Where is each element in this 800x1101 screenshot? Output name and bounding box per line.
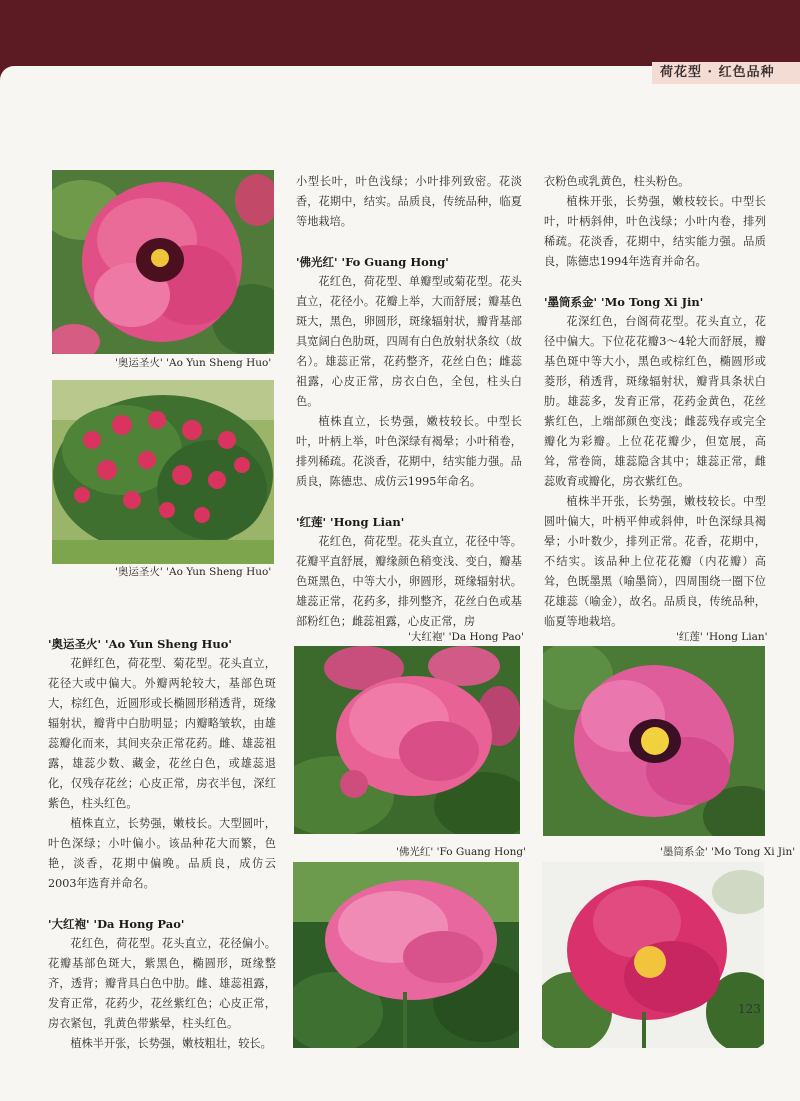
variety-description: 植株半开张，长势强，嫩枝粗壮，较长。	[70, 1037, 272, 1050]
photo-caption: '奥运圣火' 'Ao Yun Sheng Huo'	[115, 566, 272, 578]
variety-description: 植株开张，长势强，嫩枝较长。中型长叶，叶柄斜伸，叶色浅绿；小叶内卷，排列稀疏。花淡香，花期中，结实能力强。品质良，陈德忠1994年选育并命名。	[544, 195, 766, 268]
peony-photo-hong-lian	[543, 646, 765, 836]
variety-title-ao-yun-sheng-huo: '奥运圣火' 'Ao Yun Sheng Huo'	[48, 637, 232, 651]
peony-photo-ao-yun-sheng-huo-closeup	[52, 170, 274, 354]
variety-description: 衣粉色或乳黄色，柱头粉色。	[544, 175, 690, 188]
variety-description: 花红色，荷花型。花头直立，花径中等。花瓣平直舒展，瓣缘颜色稍变浅、变白，瓣基色斑黑色，中等大小，卵圆形，斑缘辐射状。雄蕊正常，花药多，排列整齐，花丝白色或基部粉红色；雌蕊祖露，心皮正常，房	[296, 535, 522, 628]
variety-description: 植株半开张，长势强，嫩枝较长。中型圆叶偏大，叶柄平伸或斜伸，叶色深绿具褐晕；小叶数少，排列正常。花香，花期中，不结实。该品种上位花花瓣（内花瓣）高耸，色既墨黑（喻墨筒），四周围绕一圈下位花雄蕊（喻金），故名。品质良，传统品种，临夏等地栽培。	[544, 495, 766, 628]
photo-caption: '佛光红' 'Fo Guang Hong'	[396, 846, 526, 858]
variety-title-hong-lian: '红莲' 'Hong Lian'	[296, 515, 405, 529]
variety-description: 花鲜红色，荷花型、菊花型。花头直立，花径大或中偏大。外瓣两轮较大，基部色斑大，棕红色，近圆形或长椭圆形稍透背，斑缘辐射状，瓣背中白肋明显；内瓣略皱软，由雄蕊瓣化而来，其间夹杂正常花药。雌、雄蕊祖露，雄蕊少数、藏金，花丝白色，或雄蕊退化，仅残存花丝；心皮正常，房衣半包，深红紫色，柱头红色。	[48, 657, 276, 810]
text-column-middle	[296, 172, 522, 632]
text-column-left	[48, 634, 276, 1054]
peony-photo-da-hong-pao	[294, 646, 520, 834]
photo-caption: '大红袍' 'Da Hong Pao'	[408, 631, 524, 643]
variety-description: 花深红色，台阁荷花型。花头直立，花径中偏大。下位花花瓣3～4轮大而舒展，瓣基色斑中等大小，黑色或棕红色，椭圆形或菱形，稍透背，斑缘辐射状，瓣背具条状白肋。雄蕊多，发育正常，花药金黄色，花丝紫红色，上端部颜色变浅；雌蕊残存或完全瓣化为彩瓣。上位花花瓣少，但宽展，高耸，常卷筒，雄蕊隐含其中；雄蕊正常，雌蕊败育或瓣化，房衣紫红色。	[544, 315, 766, 488]
variety-description: 植株直立，长势强，嫩枝较长。中型长叶，叶柄上举，叶色深绿有褐晕；小叶稍卷，排列稀疏。花淡香，花期中，结实能力强。品质良，陈德忠、成仿云1995年命名。	[296, 415, 522, 488]
variety-description: 小型长叶，叶色浅绿；小叶排列致密。花淡香，花期中，结实。品质良，传统品种，临夏等地栽培。	[296, 175, 522, 228]
variety-description: 花红色，荷花型、单瓣型或菊花型。花头直立，花径小。花瓣上举，大而舒展；瓣基色斑大，黑色，卵圆形，斑缘辐射状，瓣背基部具宽阔白色肋斑，四周有白色放射状条纹（故名）。雄蕊正常，花药整齐，花丝白色；雌蕊祖露，心皮正常，房衣白色，全包，柱头白色。	[296, 275, 522, 408]
peony-photo-mo-tong-xi-jin	[542, 862, 764, 1048]
variety-title-mo-tong-xi-jin: '墨筒系金' 'Mo Tong Xi Jin'	[544, 295, 704, 309]
peony-photo-fo-guang-hong	[293, 862, 519, 1048]
variety-description: 花红色，荷花型。花头直立，花径偏小。花瓣基部色斑大，紫黑色，椭圆形，斑缘整齐，透背；瓣背具白色中肋。雌、雄蕊祖露，发育正常，花药少，花丝紫红色；心皮正常，房衣紧包，乳黄色带紫晕，柱头红色。	[48, 937, 276, 1030]
photo-caption: '红莲' 'Hong Lian'	[676, 631, 768, 643]
variety-description: 植株直立，长势强，嫩枝长。大型圆叶，叶色深绿；小叶偏小。该品种花大而繁，色艳，淡香，花期中偏晚。品质良，成仿云2003年选育并命名。	[48, 817, 276, 890]
section-header: 荷花型 · 红色品种	[660, 65, 775, 80]
photo-caption: '墨筒系金' 'Mo Tong Xi Jin'	[660, 846, 796, 858]
variety-title-da-hong-pao: '大红袍' 'Da Hong Pao'	[48, 917, 185, 931]
text-column-right	[544, 172, 766, 632]
variety-title-fo-guang-hong: '佛光红' 'Fo Guang Hong'	[296, 255, 449, 269]
photo-caption: '奥运圣火' 'Ao Yun Sheng Huo'	[115, 357, 272, 369]
page-number: 123	[738, 1002, 761, 1016]
peony-photo-ao-yun-sheng-huo-bush	[52, 380, 274, 564]
